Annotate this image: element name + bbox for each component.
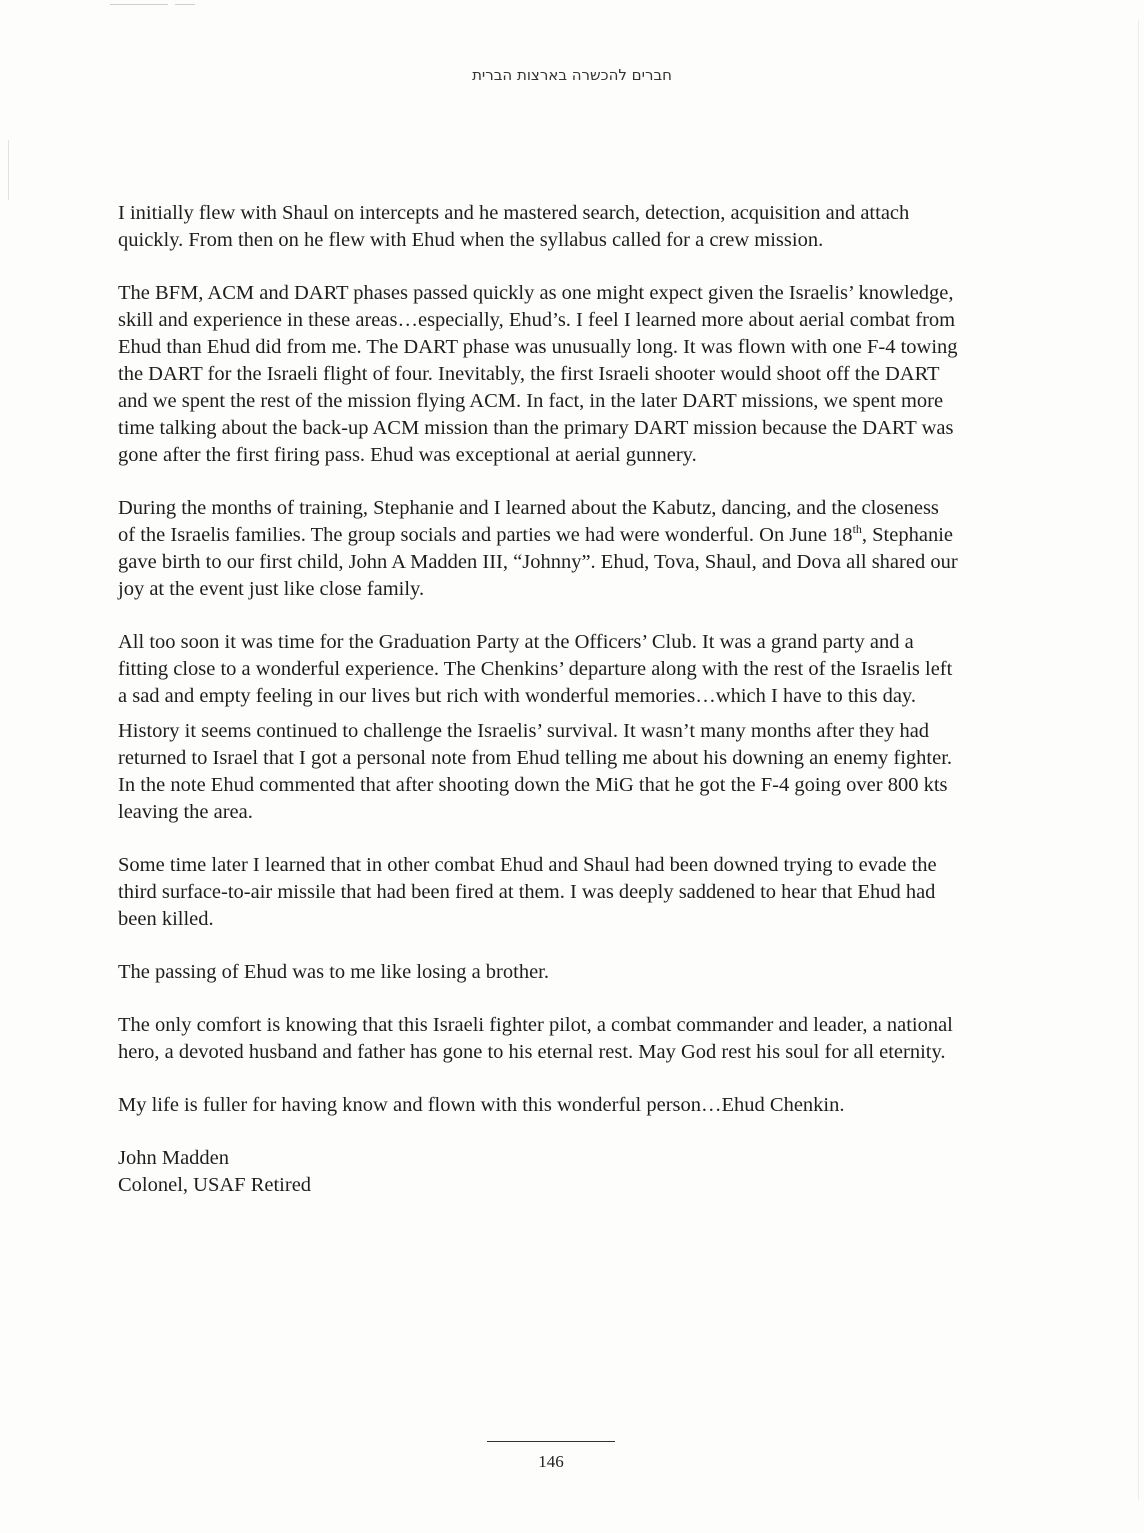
paragraph-intercepts: I initially flew with Shaul on intercepts and he mastered search, detection, acquisition and attach quickly. From then on he flew with Ehud when the syllabus called for a crew mission. <box>118 202 910 251</box>
paragraph-dart-phase: The BFM, ACM and DART phases passed quickly as one might expect given the Israelis’ knowledge, skill and experience in these areas…especially, Ehud’s. I feel I learned more about aerial combat from Ehud than Ehud did from me. The DART phase was unusually long. It was flown with one F-4 towing the DART for the Israeli flight of four. Inevitably, the first Israeli shooter would shoot off the DART and we spent the rest of the mission flying ACM. In fact, in the later DART missions, we spent more time talking about the back-up ACM mission than the primary DART mission because the DART was gone after the first firing pass. Ehud was exceptional at aerial gunnery. <box>118 282 958 466</box>
signature-name: John Madden <box>118 1147 230 1169</box>
training-text-after: , Stephanie gave birth to our first child, John A Madden III, “Johnny”. Ehud, Tova, Shaul, and Dova all shared our joy at the event just like close family. <box>118 524 958 600</box>
scan-artifact <box>1138 20 1139 1500</box>
paragraph-brother: The passing of Ehud was to me like losing a brother. <box>118 961 549 983</box>
letter-body <box>118 200 958 1199</box>
paragraph-comfort: The only comfort is knowing that this Israeli fighter pilot, a combat commander and leader, a national hero, a devoted husband and father has gone to his eternal rest. May God rest his soul for all eternity. <box>118 1014 953 1063</box>
footer-rule <box>487 1441 615 1442</box>
scan-artifact <box>110 4 168 5</box>
running-header: חברים להכשרה בארצות הברית <box>472 66 672 84</box>
scan-artifact <box>175 4 195 5</box>
paragraph-downed: Some time later I learned that in other combat Ehud and Shaul had been downed trying to evade the third surface-to-air missile that had been fired at them. I was deeply saddened to hear that Ehud had been killed. <box>118 854 937 930</box>
signature-title: Colonel, USAF Retired <box>118 1174 312 1196</box>
scan-artifact <box>8 140 9 200</box>
paragraph-training <box>118 495 958 603</box>
page-number: 146 <box>538 1452 564 1471</box>
signature-block <box>118 1145 958 1199</box>
ordinal-superscript: th <box>852 522 862 537</box>
training-text-before: During the months of training, Stephanie and I learned about the Kabutz, dancing, and the closeness of the Israelis families. The group socials and parties we had were wonderful. On June 18 <box>118 497 939 546</box>
paragraph-history: History it seems continued to challenge the Israelis’ survival. It wasn’t many months after they had returned to Israel that I got a personal note from Ehud telling me about his downing an enemy fighter. In the note Ehud commented that after shooting down the MiG that he got the F-4 going over 800 kts leaving the area. <box>118 720 953 823</box>
paragraph-fuller-life: My life is fuller for having know and flown with this wonderful person…Ehud Chenkin. <box>118 1094 845 1116</box>
paragraph-graduation: All too soon it was time for the Graduation Party at the Officers’ Club. It was a grand party and a fitting close to a wonderful experience. The Chenkins’ departure along with the rest of the Israelis left a sad and empty feeling in our lives but rich with wonderful memories…which I have to this day. <box>118 631 953 707</box>
